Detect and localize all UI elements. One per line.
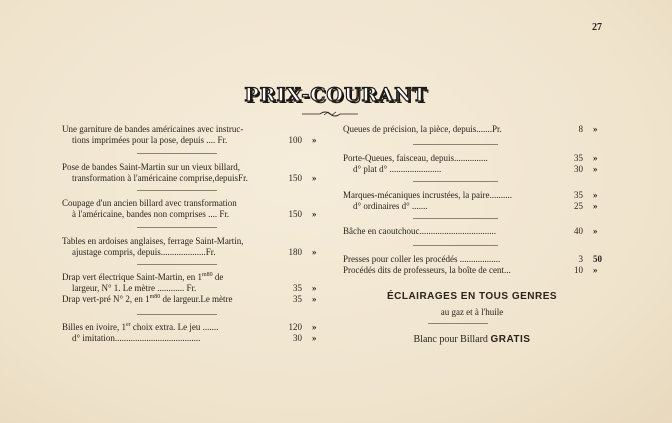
price-entry [62,124,324,146]
item-price: 3 [578,254,583,264]
price-line [62,272,324,283]
price-cents: » [312,173,317,183]
item-price: 10 [574,265,583,275]
price-line [62,173,324,184]
item-price: 35 [293,283,302,293]
item-price: 120 [288,322,302,332]
price-cents: » [593,201,598,211]
price-line [62,322,324,333]
price-line [343,265,601,276]
price-line [62,162,324,173]
separator-rule [137,153,217,154]
price-line [62,209,324,220]
price-entry [343,226,601,237]
price-line [62,294,324,305]
separator-rule [413,181,498,182]
item-description: d° imitation...................................... [72,333,201,343]
item-price: 30 [574,164,583,174]
item-description: tions imprimées pour la pose, depuis .... Fr. [72,135,228,145]
separator-rule [413,245,498,246]
separator-rule [137,314,217,315]
price-cents: » [593,164,598,174]
item-description: Marques-mécaniques incrustées, la paire.......... [343,190,512,200]
item-price: 25 [574,201,583,211]
price-line [62,333,324,344]
price-cents: » [593,226,598,236]
price-cents: » [312,333,317,343]
separator-rule [413,218,498,219]
item-price: 35 [574,153,583,163]
title-ornament-icon [300,109,360,119]
separator-rule [428,323,488,324]
price-line [62,135,324,146]
price-entry [62,322,324,344]
separator-rule [137,264,217,265]
item-price: 180 [288,247,302,257]
item-description: Coupage d'un ancien billard avec transformation [62,198,237,208]
item-description: d° ordinaires d° ....... [353,201,428,211]
page-number: 27 [592,22,602,33]
item-price: 100 [288,135,302,145]
price-line [62,198,324,209]
price-line [343,164,601,175]
price-entry [62,162,324,184]
price-line [343,201,601,212]
price-line [343,226,601,237]
item-price: 35 [293,294,302,304]
item-description: Pose de bandes Saint-Martin sur un vieux billard, [62,162,240,172]
price-cents: » [312,294,317,304]
item-description: Porte-Queues, faisceau, depuis............... [343,153,488,163]
price-cents: » [312,247,317,257]
price-line [343,254,601,265]
item-description: Tables en ardoises anglaises, ferrage Saint-Martin, [62,236,244,246]
item-price: 150 [288,173,302,183]
item-price: 8 [578,124,583,134]
price-entry [343,254,601,276]
item-description: ajustage compris, depuis....................Fr. [72,247,216,257]
price-cents: » [593,190,598,200]
price-entry [62,272,324,305]
item-description: Presses pour coller les procédés .................. [343,254,501,264]
price-entry [62,236,324,258]
item-description: Drap vert-pré N° 2, en $1^{m80}$ de largeur.Le mètre [62,294,233,304]
item-description: transformation à l'américaine comprise,depuisFr. [72,173,248,183]
item-description: Drap vert électrique Saint-Martin, en $1^{m80}$ de [62,272,224,282]
blanc-label: Blanc pour Billard [413,334,491,345]
price-line [62,236,324,247]
item-description: largeur, N° 1. Le mètre ............ Fr. [72,283,197,293]
separator-rule [137,227,217,228]
item-description: Bâche en caoutchouc.................................. [343,226,496,236]
gratis-label: GRATIS [490,334,531,345]
item-price: 40 [574,226,583,236]
price-line [62,283,324,294]
separator-rule [137,190,217,191]
price-entry [343,153,601,175]
price-line [62,247,324,258]
separator-rule [413,144,498,145]
price-cents: » [312,322,317,332]
page-title: PRIX-COURANT [244,84,428,106]
blanc-billard-line [343,334,601,345]
eclairages-subtitle: au gaz et à l'huile [440,307,504,317]
price-line [343,153,601,164]
item-price: 30 [293,333,302,343]
price-entry [343,190,601,212]
item-description: Une garniture de bandes américaines avec instruc- [62,124,244,134]
price-line [343,124,601,135]
price-cents: » [593,124,598,134]
eclairages-heading: ÉCLAIRAGES EN TOUS GENRES [386,291,558,302]
price-cents: 50 [593,254,602,264]
item-description: d° plat d° ....................... [353,164,442,174]
item-description: à l'américaine, bandes non comprises .... Fr. [72,209,230,219]
item-description: Billes en ivoire, 1er choix extra. Le jeu ....... [62,322,219,332]
item-description: Queues de précision, la pièce, depuis.......Pr. [343,124,502,134]
price-cents: » [593,153,598,163]
item-description: Procédés dits de professeurs, la boîte de cent... [343,265,511,275]
price-line [62,124,324,135]
price-entry [62,198,324,220]
item-price: 35 [574,190,583,200]
price-cents: » [312,283,317,293]
item-price: 150 [288,209,302,219]
price-cents: » [312,209,317,219]
price-line [343,190,601,201]
price-cents: » [593,265,598,275]
price-entry [343,124,601,135]
price-cents: » [312,135,317,145]
